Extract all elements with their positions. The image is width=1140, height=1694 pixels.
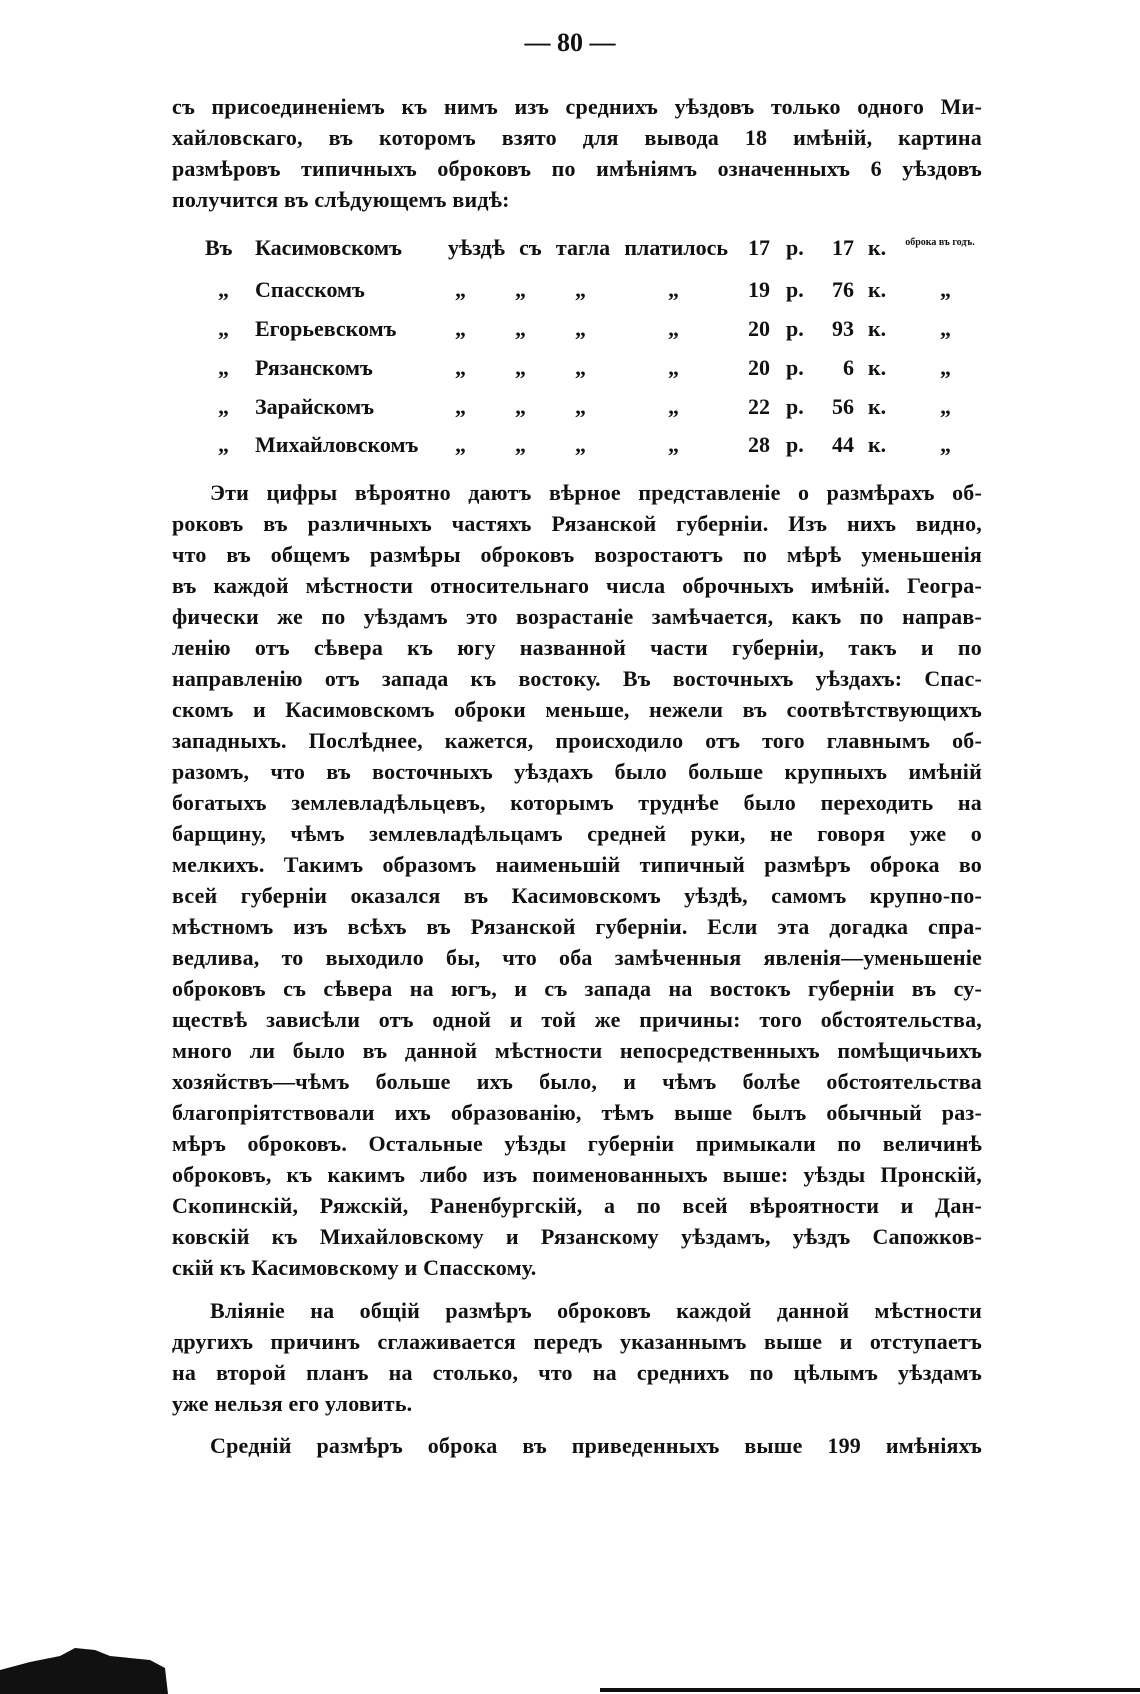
kopecks-label: к. <box>868 355 887 380</box>
district-name: Михайловскомъ <box>255 432 419 457</box>
paragraph-line: роковъ въ различныхъ частяхъ Рязанской губернiи. Изъ нихъ видно, <box>172 511 982 536</box>
ditto-mark: „ <box>668 316 679 341</box>
paragraph-line: Влiянiе на общiй размѣръ оброковъ каждой данной мѣстности <box>210 1298 982 1323</box>
kopecks-value: 56 <box>832 394 854 419</box>
paragraph-line: ществѣ зависѣли отъ одной и той же причины: того обстоятельства, <box>172 1007 982 1032</box>
paragraph-line: много ли было въ данной мѣстности непосредственныхъ помѣщичьихъ <box>172 1038 982 1063</box>
kopecks-value: 93 <box>832 316 854 341</box>
ditto-mark: „ <box>515 316 526 341</box>
ditto-mark: „ <box>455 316 466 341</box>
kopecks-label: к. <box>868 277 887 302</box>
ditto-mark: „ <box>668 277 679 302</box>
paragraph-line: направленiю отъ запада къ востоку. Въ восточныхъ уѣздахъ: Спас- <box>172 666 982 691</box>
district-name: Спасскомъ <box>255 277 365 302</box>
paragraph-line: фически же по уѣздамъ это возрастанiе замѣчается, какъ по направ- <box>172 604 982 629</box>
ditto-mark: „ <box>515 394 526 419</box>
ditto-mark: „ <box>575 355 586 380</box>
paragraph-line: ковскiй къ Михайловскому и Рязанскому уѣздамъ, уѣздъ Сапожков- <box>172 1224 982 1249</box>
paragraph-line: западныхъ. Послѣднее, кажется, происходило отъ того главнымъ об- <box>172 728 982 753</box>
paragraph-line: оброковъ съ сѣвера на югъ, и съ запада на востокъ губернiи въ су- <box>172 976 982 1001</box>
rubles-label: р. <box>786 355 804 380</box>
ditto-mark: „ <box>455 355 466 380</box>
ditto-mark: „ <box>575 316 586 341</box>
ditto-mark: „ <box>575 277 586 302</box>
ditto-mark: „ <box>455 277 466 302</box>
ditto-mark: „ <box>575 432 586 457</box>
rubles-label: р. <box>786 316 804 341</box>
row-prefix: „ <box>218 277 229 302</box>
ditto-mark: „ <box>515 432 526 457</box>
rubles-value: 22 <box>748 394 770 419</box>
paragraph-line: хозяйствъ—чѣмъ больше ихъ было, и чѣмъ болѣе обстоятельства <box>172 1069 982 1094</box>
kopecks-label: к. <box>868 235 887 260</box>
paragraph-line: Эти цифры вѣроятно даютъ вѣрное представленiе о размѣрахъ об- <box>210 480 982 505</box>
row-prefix: „ <box>218 394 229 419</box>
paragraph-line: Скопинскiй, Ряжскiй, Раненбургскiй, а по всей вѣроятности и Дан- <box>172 1193 982 1218</box>
rubles-value: 28 <box>748 432 770 457</box>
rubles-label: р. <box>786 432 804 457</box>
ditto-mark: „ <box>940 316 951 341</box>
paragraph-line: благопрiятствовали ихъ образованiю, тѣмъ выше былъ обычный раз- <box>172 1100 982 1125</box>
district-name: Егорьевскомъ <box>255 316 397 341</box>
ditto-mark: „ <box>668 432 679 457</box>
paragraph-line: получится въ слѣдующемъ видѣ: <box>172 187 510 212</box>
table-phrase: уѣздѣ съ тагла платилось <box>448 235 728 260</box>
ditto-mark: „ <box>515 277 526 302</box>
paragraph-line: уже нельзя его уловить. <box>172 1391 413 1416</box>
kopecks-label: к. <box>868 316 887 341</box>
kopecks-value: 17 <box>832 235 854 260</box>
paragraph-line: оброковъ, къ какимъ либо изъ поименованныхъ выше: уѣзды Пронскiй, <box>172 1162 982 1187</box>
paragraph-line: размѣровъ типичныхъ оброковъ по имѣнiямъ означенныхъ 6 уѣздовъ <box>172 156 982 181</box>
page-number: — 80 — <box>524 28 616 57</box>
kopecks-value: 76 <box>832 277 854 302</box>
paragraph-line: что въ общемъ размѣры оброковъ возростаютъ по мѣрѣ уменьшенiя <box>172 542 982 567</box>
paragraph-line: всей губернiи оказался въ Касимовскомъ уѣздѣ, самомъ крупно-по- <box>172 883 982 908</box>
unit-note: оброка въ годъ. <box>905 237 975 248</box>
ditto-mark: „ <box>940 432 951 457</box>
paragraph-line: въ каждой мѣстности относительнаго числа оброчныхъ имѣнiй. Геогра- <box>172 573 982 598</box>
ditto-mark: „ <box>515 355 526 380</box>
paragraph-line: Средній размѣръ оброка въ приведенныхъ выше 199 имѣнiяхъ <box>210 1433 982 1458</box>
paragraph-line: скiй къ Касимовскому и Спасскому. <box>172 1255 537 1280</box>
district-name: Касимовскомъ <box>255 235 402 260</box>
rubles-label: р. <box>786 235 804 260</box>
ditto-mark: „ <box>668 394 679 419</box>
kopecks-label: к. <box>868 432 887 457</box>
paragraph-line: скомъ и Касимовскомъ оброки меньше, нежели въ соотвѣтствующихъ <box>172 697 982 722</box>
kopecks-value: 6 <box>843 355 854 380</box>
paragraph-line: богатыхъ землевладѣльцевъ, которымъ труднѣе было переходить на <box>172 790 982 815</box>
paragraph-line: хайловскаго, въ которомъ взято для вывода 18 имѣнiй, картина <box>172 125 982 150</box>
scan-artifact-blot <box>0 1640 170 1694</box>
paragraph-line: мѣстномъ изъ всѣхъ въ Рязанской губернiи. Если эта догадка спра- <box>172 914 982 939</box>
row-prefix: Въ <box>205 235 233 260</box>
district-name: Рязанскомъ <box>255 355 373 380</box>
paragraph-line: съ присоединенiемъ къ нимъ изъ среднихъ уѣздовъ только одного Ми- <box>172 94 982 119</box>
paragraph-line: на второй планъ на столько, что на среднихъ по цѣлымъ уѣздамъ <box>172 1360 982 1385</box>
kopecks-label: к. <box>868 394 887 419</box>
rubles-value: 19 <box>748 277 770 302</box>
district-name: Зарайскомъ <box>255 394 375 419</box>
scan-edge-line <box>600 1688 1140 1692</box>
paragraph-line: мѣръ оброковъ. Остальные уѣзды губернiи примыкали по величинѣ <box>172 1131 982 1156</box>
paragraph-line: барщину, чѣмъ землевладѣльцамъ средней руки, не говоря уже о <box>172 821 982 846</box>
ditto-mark: „ <box>940 394 951 419</box>
ditto-mark: „ <box>575 394 586 419</box>
rubles-label: р. <box>786 394 804 419</box>
ditto-mark: „ <box>940 277 951 302</box>
rubles-value: 20 <box>748 316 770 341</box>
paragraph-line: разомъ, что въ восточныхъ уѣздахъ было больше крупныхъ имѣнiй <box>172 759 982 784</box>
paragraph-line: ведлива, то выходило бы, что оба замѣченныя явленiя—уменьшенiе <box>172 945 982 970</box>
rubles-value: 20 <box>748 355 770 380</box>
row-prefix: „ <box>218 432 229 457</box>
ditto-mark: „ <box>940 355 951 380</box>
row-prefix: „ <box>218 355 229 380</box>
rubles-label: р. <box>786 277 804 302</box>
ditto-mark: „ <box>455 432 466 457</box>
rubles-value: 17 <box>748 235 770 260</box>
paragraph-line: мелкихъ. Такимъ образомъ наименьшiй типичный размѣръ оброка во <box>172 852 982 877</box>
paragraph-line: другихъ причинъ сглаживается передъ указаннымъ выше и отступаетъ <box>172 1329 982 1354</box>
row-prefix: „ <box>218 316 229 341</box>
paragraph-line: ленiю отъ сѣвера къ югу названной части губернiи, такъ и по <box>172 635 982 660</box>
ditto-mark: „ <box>455 394 466 419</box>
kopecks-value: 44 <box>832 432 854 457</box>
ditto-mark: „ <box>668 355 679 380</box>
